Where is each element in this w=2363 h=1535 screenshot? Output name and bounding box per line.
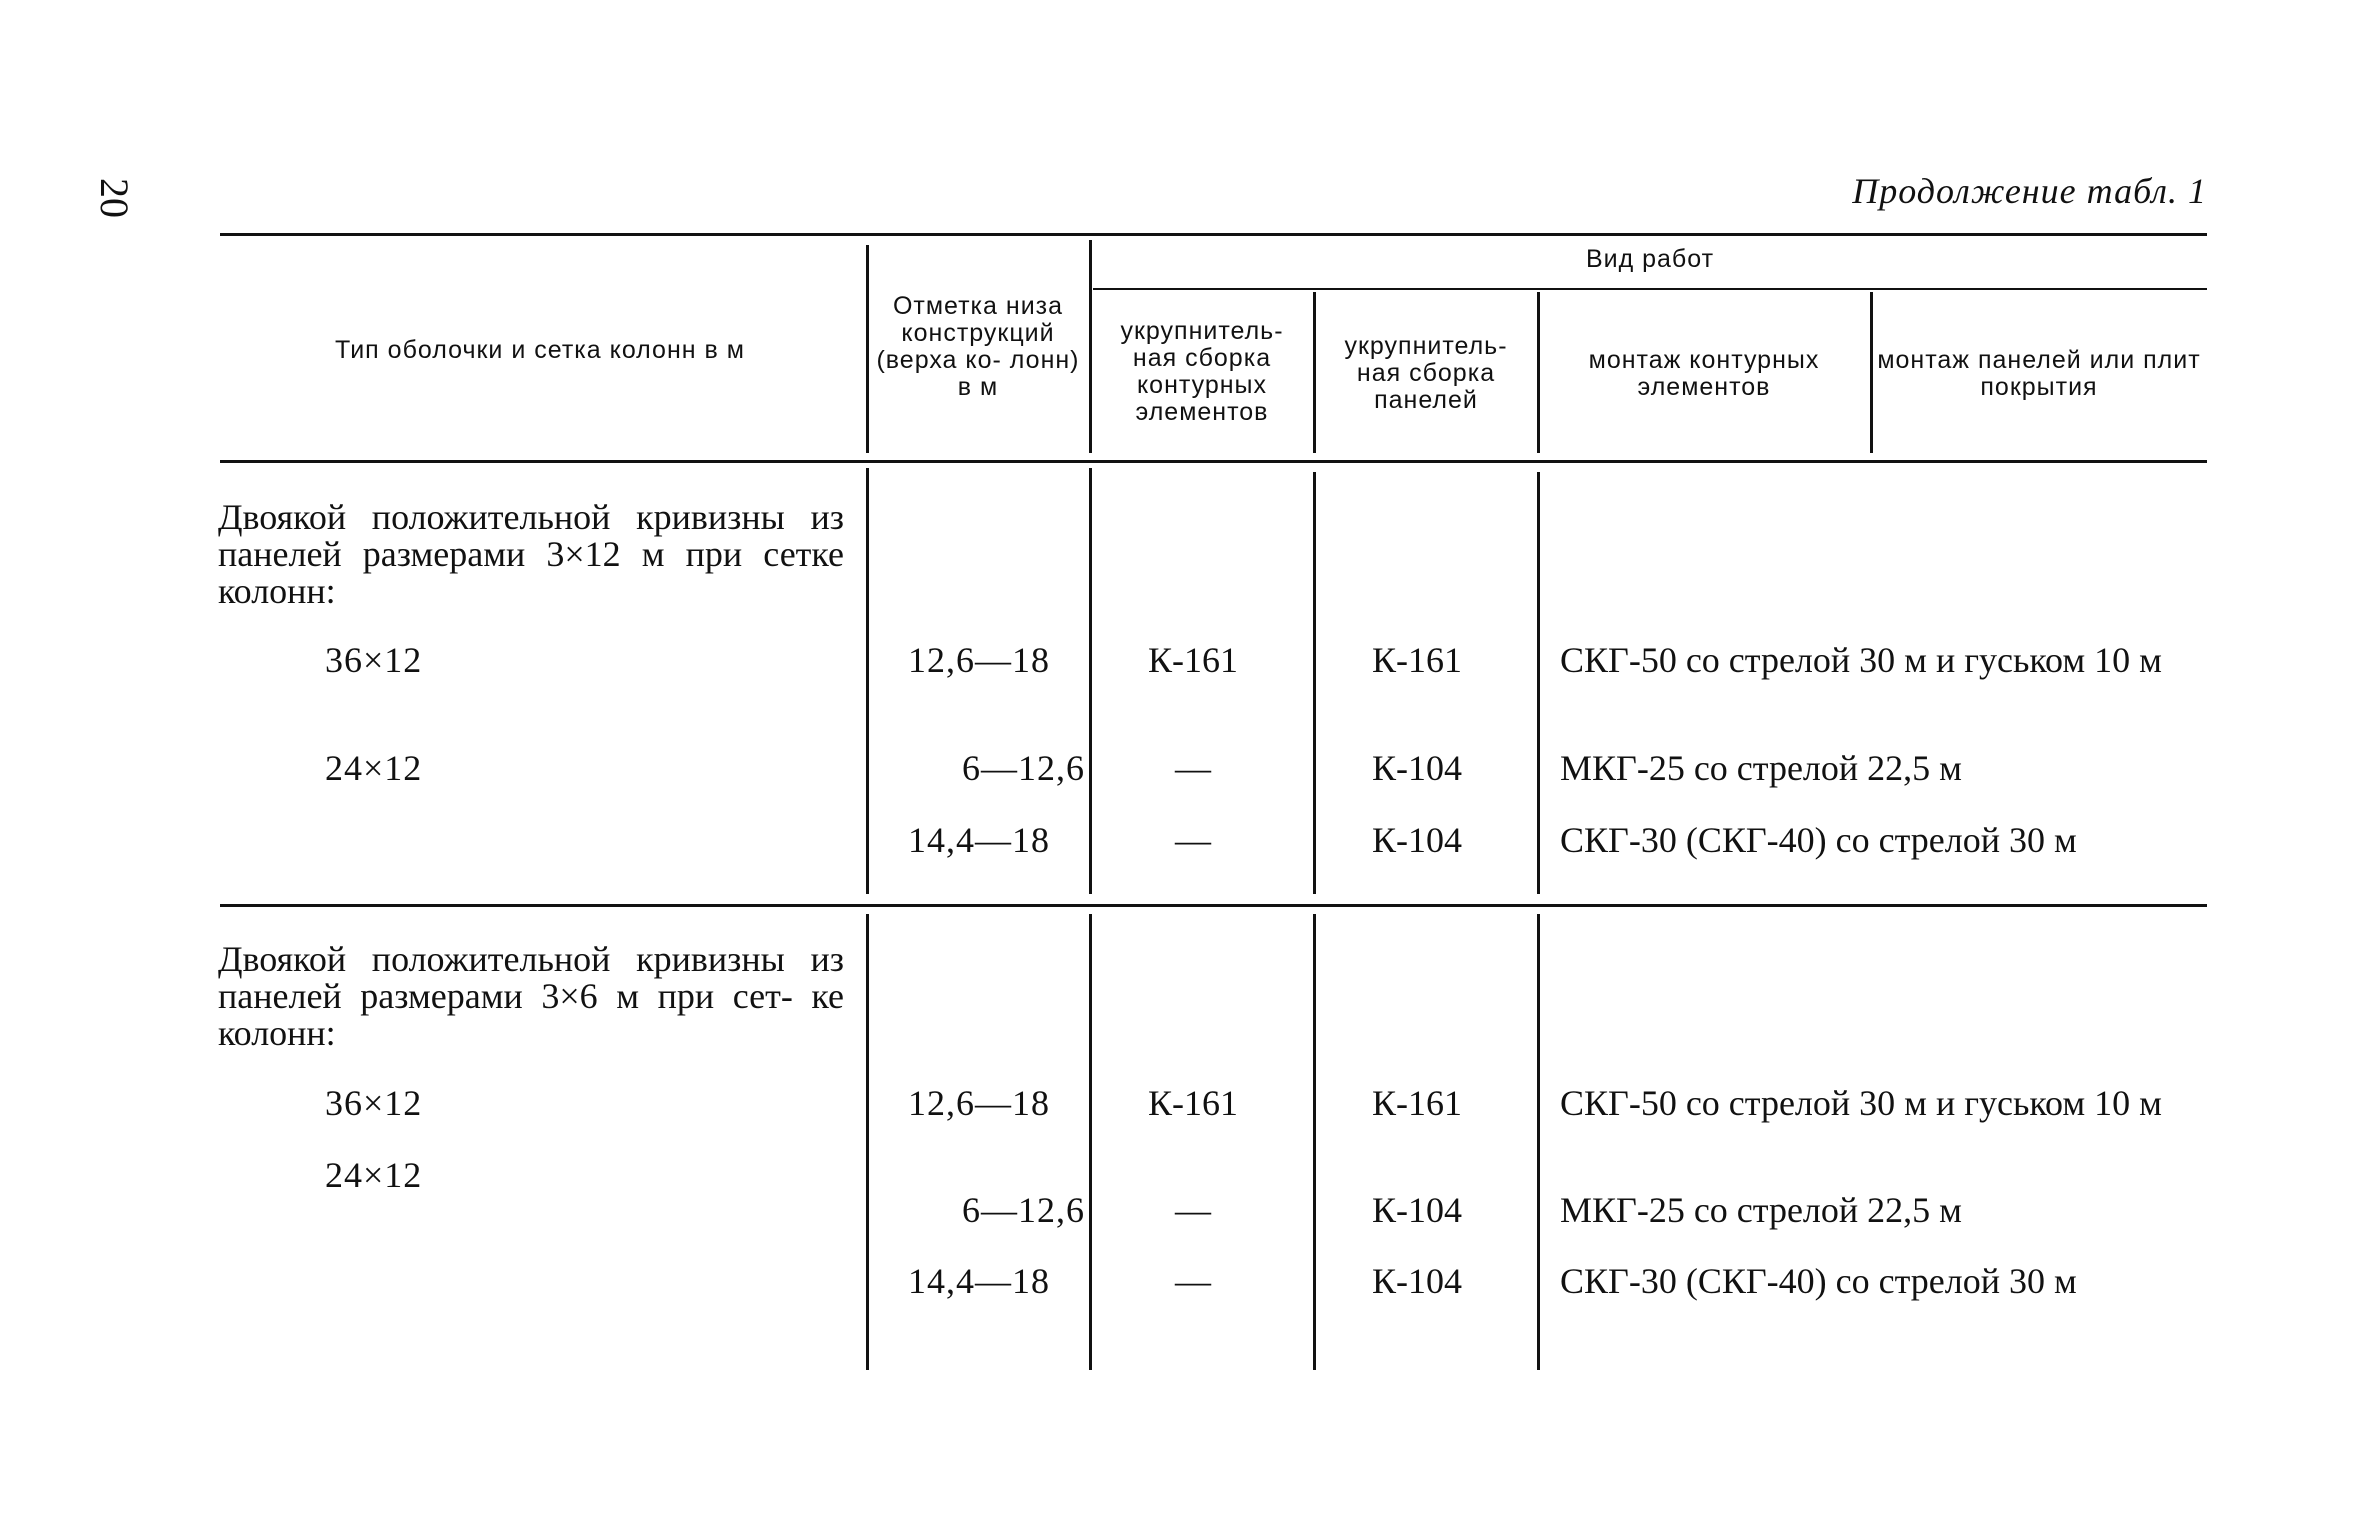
g1-r1-c1: К-161 <box>1148 640 1238 680</box>
header-sub-3: монтаж контурных элементов <box>1588 346 1820 401</box>
body-col-divider-3a <box>1313 472 1316 894</box>
g1-r2-c3: МКГ-25 со стрелой 22,5 м <box>1560 748 1962 788</box>
header-vid-rabot: Вид работ <box>1585 245 1715 273</box>
g1-r3-c1: — <box>1175 820 1211 860</box>
g2-r1-c2: К-161 <box>1372 1083 1462 1123</box>
g2-r2-c2: К-104 <box>1372 1190 1462 1230</box>
header-col-divider-3 <box>1313 292 1316 453</box>
g1-r3-c2: К-104 <box>1372 820 1462 860</box>
group-1-title: Двоякой положительной кривизны из панелей размерами 3×12 м при сетке колонн: <box>218 497 844 611</box>
header-sub-4: монтаж панелей или плит покрытия <box>1877 346 2201 401</box>
header-sub-2: укрупнитель- ная сборка панелей <box>1344 332 1508 414</box>
g2-r3-c1: — <box>1175 1261 1211 1301</box>
body-col-divider-4a <box>1537 472 1540 894</box>
body-col-divider-3b <box>1313 914 1316 1370</box>
g1-r1-mark: 12,6—18 <box>908 640 1050 680</box>
g2-r1-grid: 36×12 <box>325 1083 423 1123</box>
header-col-divider-1 <box>866 245 869 453</box>
g1-r1-c2: К-161 <box>1372 640 1462 680</box>
g1-r2-mark: 6—12,6 <box>962 748 1085 788</box>
g2-r1-c3: СКГ-50 со стрелой 30 м и гуськом 10 м <box>1560 1083 2162 1123</box>
g1-r2-c1: — <box>1175 748 1211 788</box>
header-bottom-rule <box>220 460 2207 463</box>
header-col-divider-5 <box>1870 292 1873 453</box>
g1-r3-mark: 14,4—18 <box>908 820 1050 860</box>
g1-r2-grid: 24×12 <box>325 748 423 788</box>
g1-r2-c2: К-104 <box>1372 748 1462 788</box>
group-separator-rule <box>220 904 2207 907</box>
g2-r3-c2: К-104 <box>1372 1261 1462 1301</box>
g2-r2-c1: — <box>1175 1190 1211 1230</box>
group-2-title: Двоякой положительной кривизны из панелей размерами 3×6 м при сет- ке колонн: <box>218 939 844 1053</box>
g2-r2-mark: 6—12,6 <box>962 1190 1085 1230</box>
table-top-rule <box>220 233 2207 236</box>
header-mark: Отметка низа конструкций (верха ко- лонн) в м <box>876 292 1080 401</box>
g1-r1-grid: 36×12 <box>325 640 423 680</box>
g2-r1-mark: 12,6—18 <box>908 1083 1050 1123</box>
header-type: Тип оболочки и сетка колонн в м <box>335 336 745 364</box>
header-col-divider-4 <box>1537 292 1540 453</box>
body-col-divider-2b <box>1089 914 1092 1370</box>
g1-r3-c3: СКГ-30 (СКГ-40) со стрелой 30 м <box>1560 820 2077 860</box>
g2-r3-c3: СКГ-30 (СКГ-40) со стрелой 30 м <box>1560 1261 2077 1301</box>
body-col-divider-1a <box>866 468 869 894</box>
g2-r1-c1: К-161 <box>1148 1083 1238 1123</box>
table-continuation-caption: Продолжение табл. 1 <box>1852 171 2207 211</box>
body-col-divider-1b <box>866 914 869 1370</box>
g2-r2-grid: 24×12 <box>325 1155 423 1195</box>
g2-r2-c3: МКГ-25 со стрелой 22,5 м <box>1560 1190 1962 1230</box>
body-col-divider-2a <box>1089 468 1092 894</box>
body-col-divider-4b <box>1537 914 1540 1370</box>
g2-r3-mark: 14,4—18 <box>908 1261 1050 1301</box>
header-sub-1: укрупнитель- ная сборка контурных элементов <box>1120 317 1284 426</box>
page-number: 20 <box>92 178 137 218</box>
header-col-divider-2 <box>1089 240 1092 453</box>
g1-r1-c3: СКГ-50 со стрелой 30 м и гуськом 10 м <box>1560 640 2162 680</box>
vid-rabot-rule <box>1093 288 2207 290</box>
